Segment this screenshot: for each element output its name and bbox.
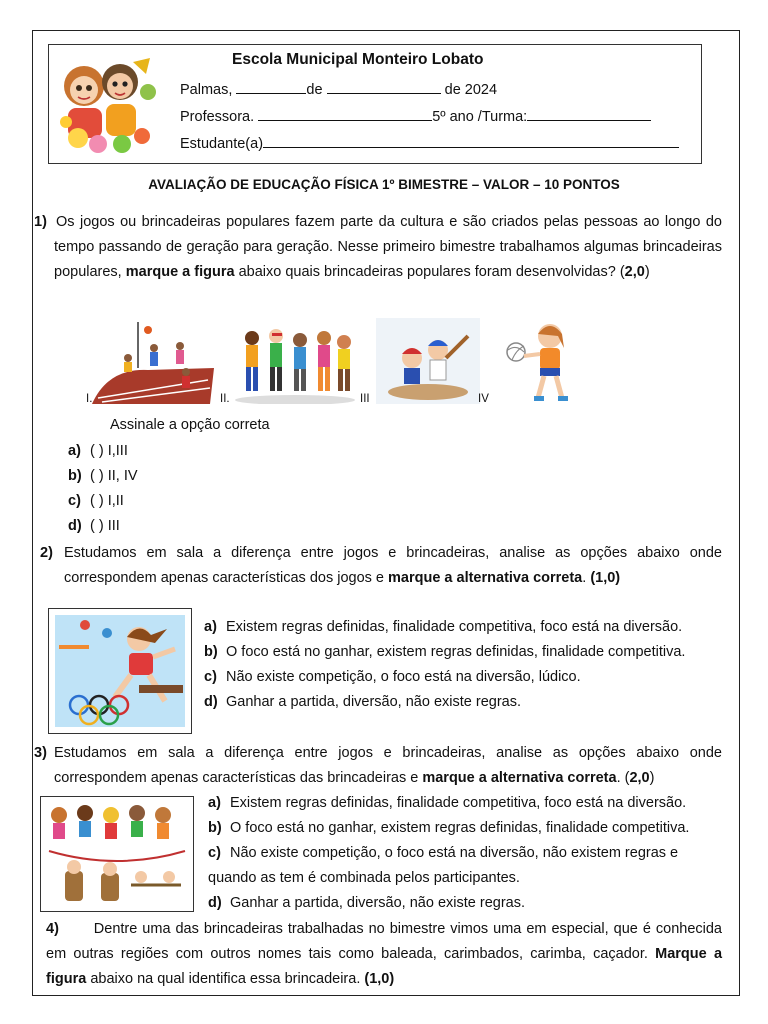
image-label-i: I. (86, 393, 93, 405)
image-i-running-game (88, 318, 214, 404)
q3-text-b: . ( (616, 770, 630, 786)
teacher-label: Professora. (180, 109, 255, 125)
q4-text (46, 917, 722, 992)
q4-text-b: abaixo na qual identifica essa brincadeira. (90, 971, 361, 987)
q3-option-c[interactable]: c) Não existe competição, o foco está na diversão, não existem regras e (208, 845, 679, 861)
student-label: Estudante(a) (180, 136, 264, 152)
q3-option-a[interactable]: a) Existem regras definidas, finalidade competitiva, foco está na diversão. (208, 795, 687, 811)
q1-option-c[interactable]: c) ( ) I,II (68, 493, 124, 509)
day-blank[interactable] (236, 80, 306, 94)
q1-text (54, 210, 722, 285)
q3-text-a: Estudamos em sala a diferença entre jogos e brincadeiras, analise as opções abaixo onde correspondem apenas características das brincadeiras e (54, 745, 722, 786)
image-label-iii: III (360, 393, 370, 405)
image-label-ii: II. (220, 393, 230, 405)
image-label-iv: IV (478, 393, 489, 405)
q2-text (64, 541, 722, 591)
q1-close: ) (644, 264, 650, 280)
teacher-line (180, 107, 651, 125)
q1-option-a[interactable]: a) ( ) I,III (68, 443, 128, 459)
q3-bold: marque a alternativa correta (422, 770, 617, 786)
q3-kids-games-illustration (45, 801, 189, 907)
class-blank[interactable] (527, 107, 651, 121)
q1-option-b[interactable]: b) ( ) II, IV (68, 468, 138, 484)
image-iv-volleyball (494, 314, 596, 404)
q4-number: 4) (46, 921, 59, 937)
school-name: Escola Municipal Monteiro Lobato (232, 51, 484, 68)
month-blank[interactable] (327, 80, 441, 94)
q2-sports-illustration (55, 615, 185, 727)
q4-score: (1,0) (364, 971, 395, 987)
school-logo-illustration (58, 52, 168, 156)
q2-option-a[interactable]: a) Existem regras definidas, finalidade competitiva, foco está na diversão. (204, 619, 683, 635)
q2-option-b[interactable]: b) O foco está no ganhar, existem regras definidas, finalidade competitiva. (204, 644, 686, 660)
q3-option-d[interactable]: d) Ganhar a partida, diversão, não existe regras. (208, 895, 525, 911)
q2-text-a: Estudamos em sala a diferença entre jogos e brincadeiras, analise as opções abaixo onde correspondem apenas características dos jogos e (64, 545, 722, 586)
q3-option-c-continued: quando as tem é combinada pelos participantes. (208, 870, 520, 886)
city-label: Palmas, (180, 82, 233, 98)
q2-option-c[interactable]: c) Não existe competição, o foco está na diversão, lúdico. (204, 669, 581, 685)
q2-option-d[interactable]: d) Ganhar a partida, diversão, não existe regras. (204, 694, 521, 710)
q2-image-box (48, 608, 192, 734)
q2-score: (1,0) (590, 570, 621, 586)
exam-title: AVALIAÇÃO DE EDUCAÇÃO FÍSICA 1º BIMESTRE – VALOR – 10 PONTOS (148, 177, 620, 192)
image-ii-blindfold-game (232, 318, 358, 404)
q4-text-a: Dentre uma das brincadeiras trabalhadas no bimestre vimos uma em especial, que é conhecida em outras regiões com outros nomes tais como baleada, carimbados, carimba, caçador. (46, 921, 722, 962)
q1-text-b: abaixo quais brincadeiras populares foram desenvolvidas? ( (238, 264, 625, 280)
student-line (180, 134, 679, 152)
image-iii-baseball (376, 318, 480, 404)
q1-text-a: Os jogos ou brincadeiras populares fazem parte da cultura e são criados pelas pessoas ao longo do tempo passando de geração para geração. Nesse primeiro bimestre trabalhamos algumas brincadeiras populares, (54, 214, 722, 280)
q3-text (54, 741, 722, 791)
de-label-1: de (306, 82, 323, 98)
q3-score: 2,0 (629, 770, 650, 786)
q3-close: ) (649, 770, 655, 786)
q1-bold: marque a figura (125, 264, 235, 280)
q1-instruction: Assinale a opção correta (110, 417, 270, 433)
q2-text-b: . (582, 570, 591, 586)
q2-bold: marque a alternativa correta (388, 570, 583, 586)
student-blank[interactable] (263, 134, 679, 148)
q1-number: 1) (34, 214, 47, 230)
date-line (180, 80, 497, 98)
q1-option-d[interactable]: d) ( ) III (68, 518, 120, 534)
q3-number: 3) (34, 745, 47, 761)
year-label: de 2024 (444, 82, 498, 98)
teacher-blank[interactable] (258, 107, 432, 121)
q3-image-box (40, 796, 194, 912)
grade-label: 5º ano /Turma: (432, 109, 528, 125)
q1-score: 2,0 (624, 264, 645, 280)
q4-bold: Marque a figura (46, 946, 723, 987)
q2-number: 2) (40, 545, 53, 561)
q3-option-b[interactable]: b) O foco está no ganhar, existem regras definidas, finalidade competitiva. (208, 820, 690, 836)
